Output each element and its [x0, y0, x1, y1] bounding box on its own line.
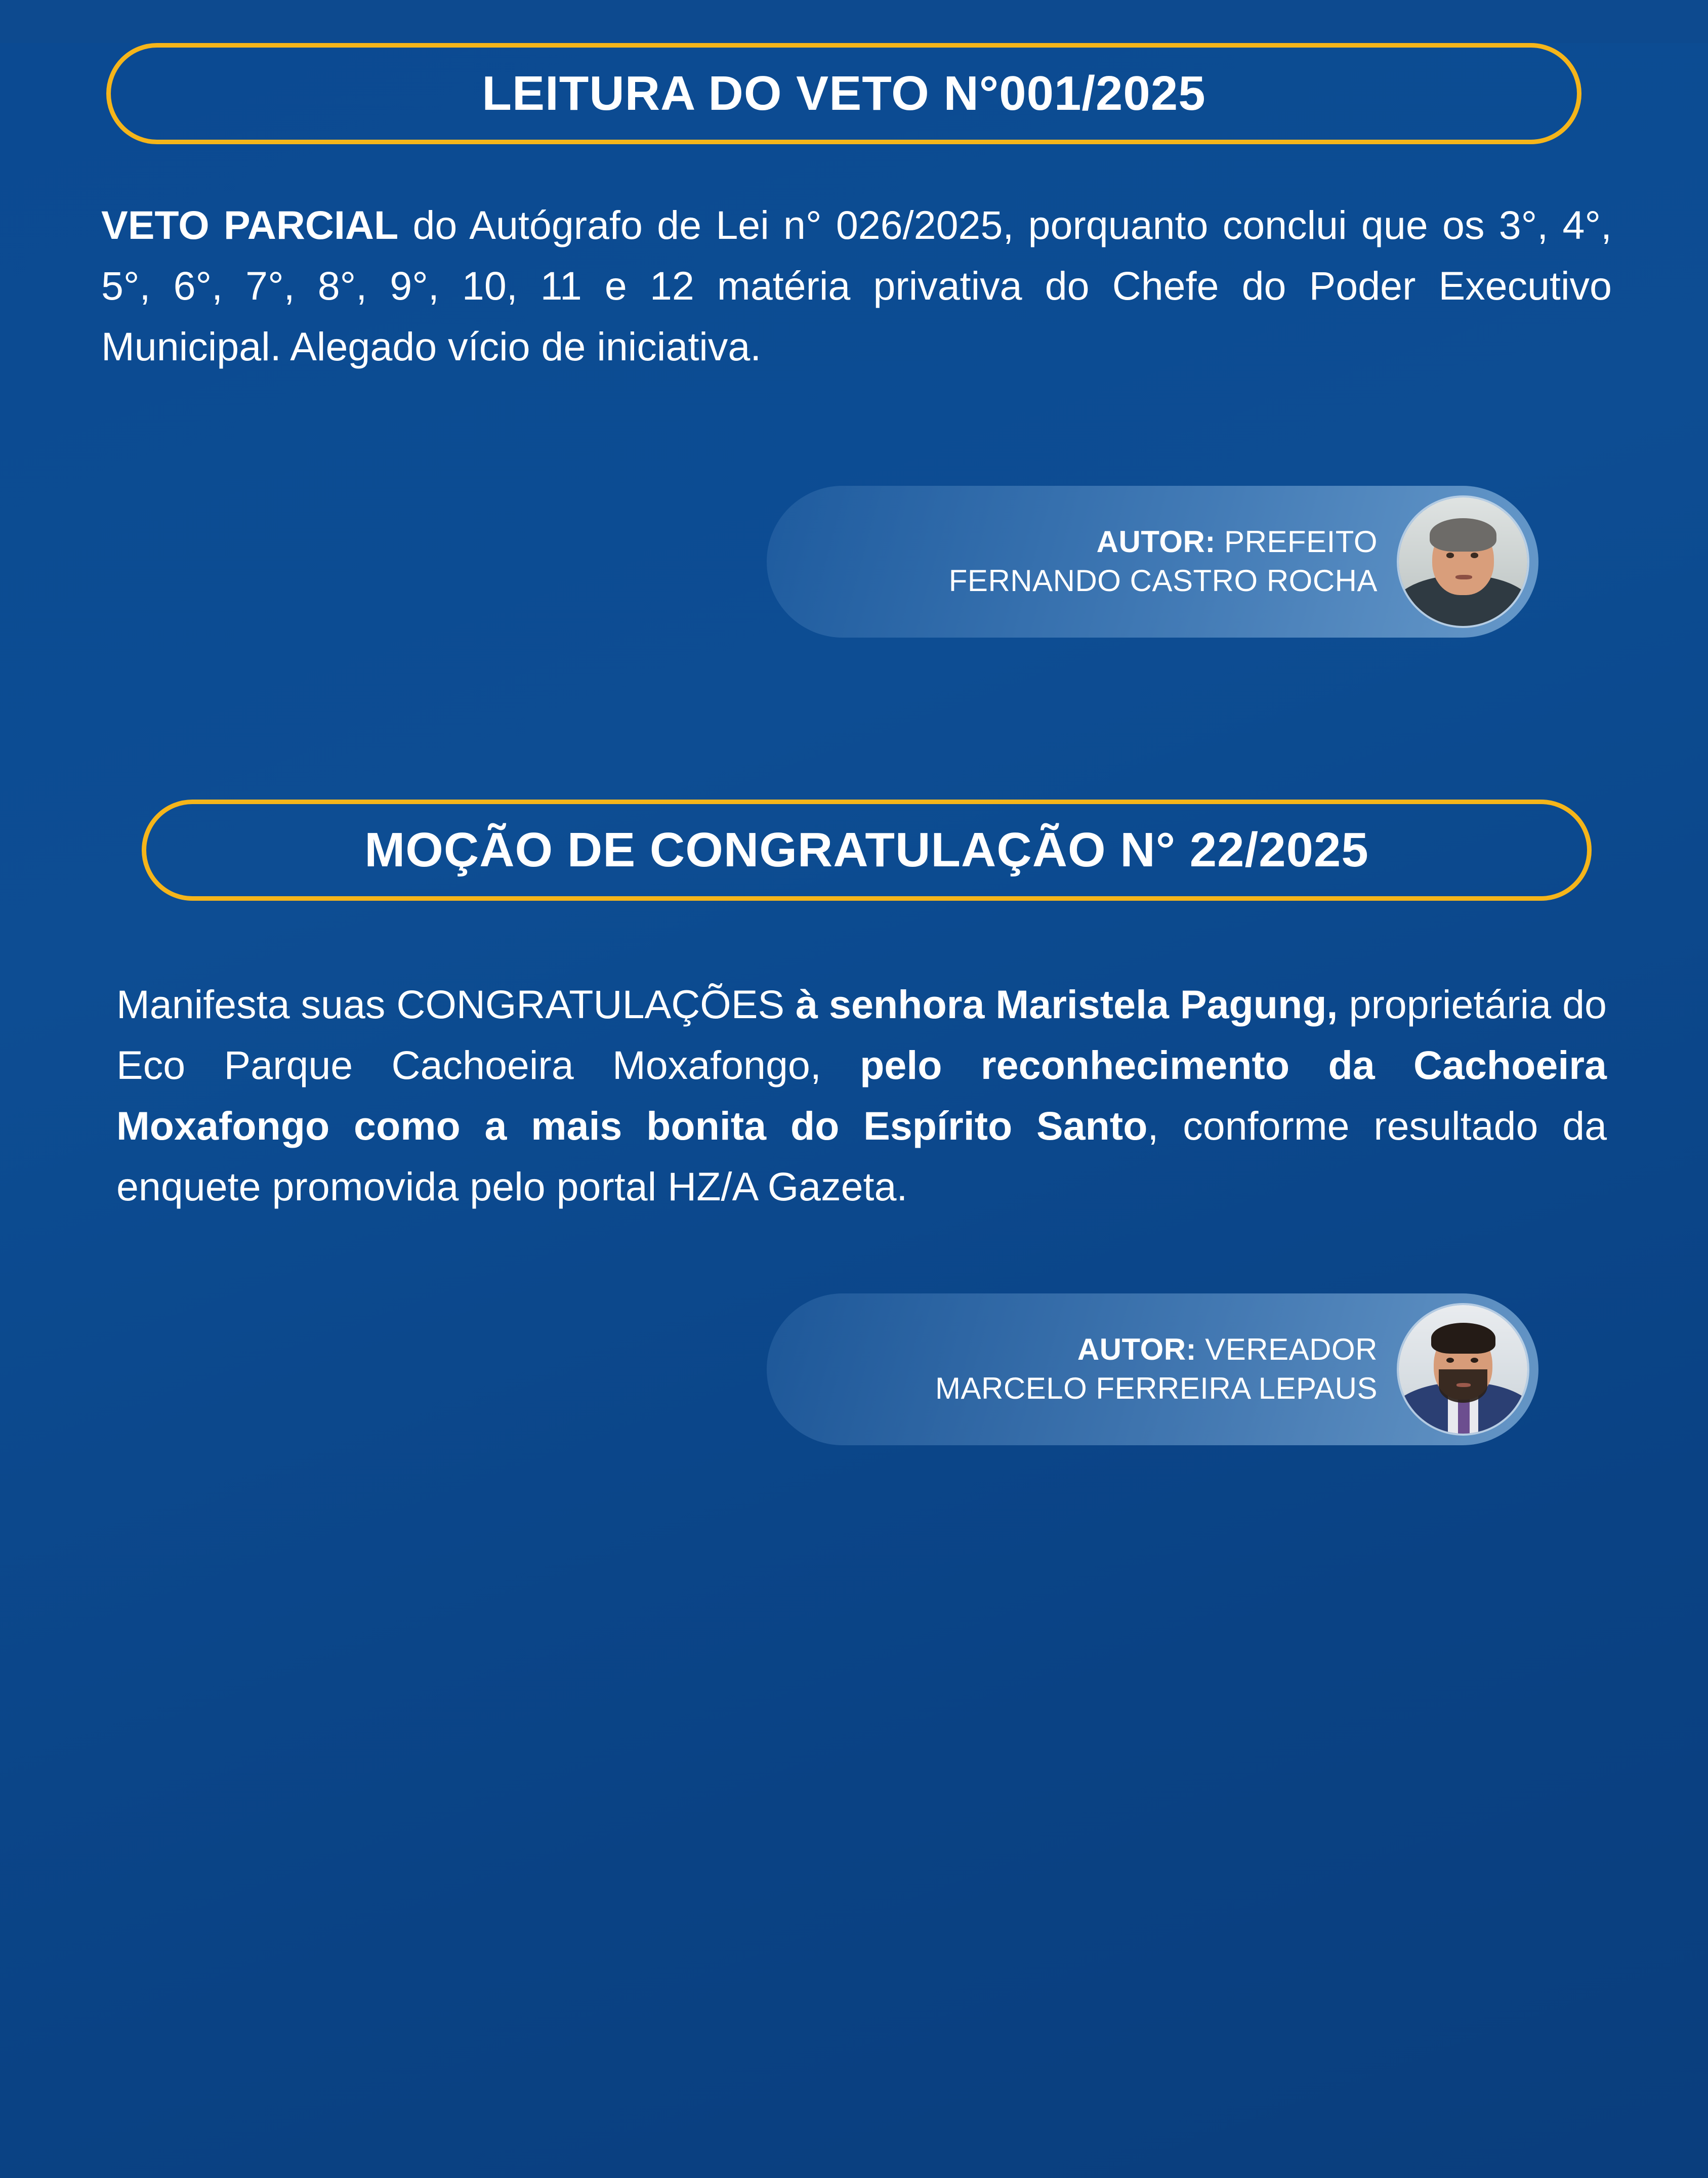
veto-body-strong: VETO PARCIAL — [101, 202, 399, 247]
veto-title: LEITURA DO VETO N°001/2025 — [482, 66, 1206, 120]
mocao-author-chip[interactable] — [767, 1293, 1538, 1445]
veto-author-text — [949, 523, 1397, 601]
mocao-author-line2: MARCELO FERREIRA LEPAUS — [935, 1371, 1378, 1405]
slide-page — [0, 43, 1708, 2178]
prefeito-portrait-icon — [1399, 497, 1527, 626]
mocao-author-line1 — [935, 1330, 1378, 1369]
vereador-avatar — [1397, 1303, 1529, 1436]
mocao-title-pill — [142, 800, 1592, 901]
prefeito-avatar — [1397, 495, 1529, 628]
vereador-portrait-icon — [1399, 1305, 1527, 1434]
mocao-author-label: AUTOR: — [1077, 1332, 1197, 1366]
mocao-title: MOÇÃO DE CONGRATULAÇÃO N° 22/2025 — [364, 823, 1369, 877]
mocao-body-part2: proprietária do Eco Parque Cachoeira Moxafongo, — [116, 982, 1607, 1088]
veto-title-pill — [106, 43, 1581, 144]
mocao-body-bold2: pelo reconhecimento da Cachoeira Moxafongo como a mais bonita do Espírito Santo — [116, 1042, 1607, 1149]
mocao-body-bold1: à senhora Maristela Pagung, — [796, 982, 1338, 1027]
veto-author-line2: FERNANDO CASTRO ROCHA — [948, 564, 1378, 598]
section-mocao — [61, 800, 1647, 1445]
veto-body-rest: do Autógrafo de Lei n° 026/2025, porquanto conclui que os 3°, 4°, 5°, 6°, 7°, 8°, 9°, 10, 11 e 12 matéria privativa do Chefe do Poder Executivo Municipal. Alegado vício de iniciativa. — [101, 202, 1612, 369]
mocao-body-part1: Manifesta suas CONGRATULAÇÕES — [116, 982, 796, 1027]
mocao-body-text — [116, 974, 1607, 1217]
mocao-author-text — [935, 1330, 1397, 1408]
veto-body-text — [101, 195, 1612, 377]
mocao-author-role: VEREADOR — [1196, 1332, 1378, 1366]
veto-author-line1 — [949, 523, 1378, 562]
mocao-author-row — [61, 1293, 1538, 1445]
veto-author-role: PREFEITO — [1215, 525, 1378, 559]
section-veto — [61, 43, 1647, 638]
veto-author-row — [61, 486, 1538, 638]
veto-author-label: AUTOR: — [1096, 525, 1216, 559]
veto-author-chip[interactable] — [767, 486, 1538, 638]
mocao-body-part3: , conforme resultado da enquete promovida pelo portal HZ/A Gazeta. — [116, 1103, 1607, 1209]
